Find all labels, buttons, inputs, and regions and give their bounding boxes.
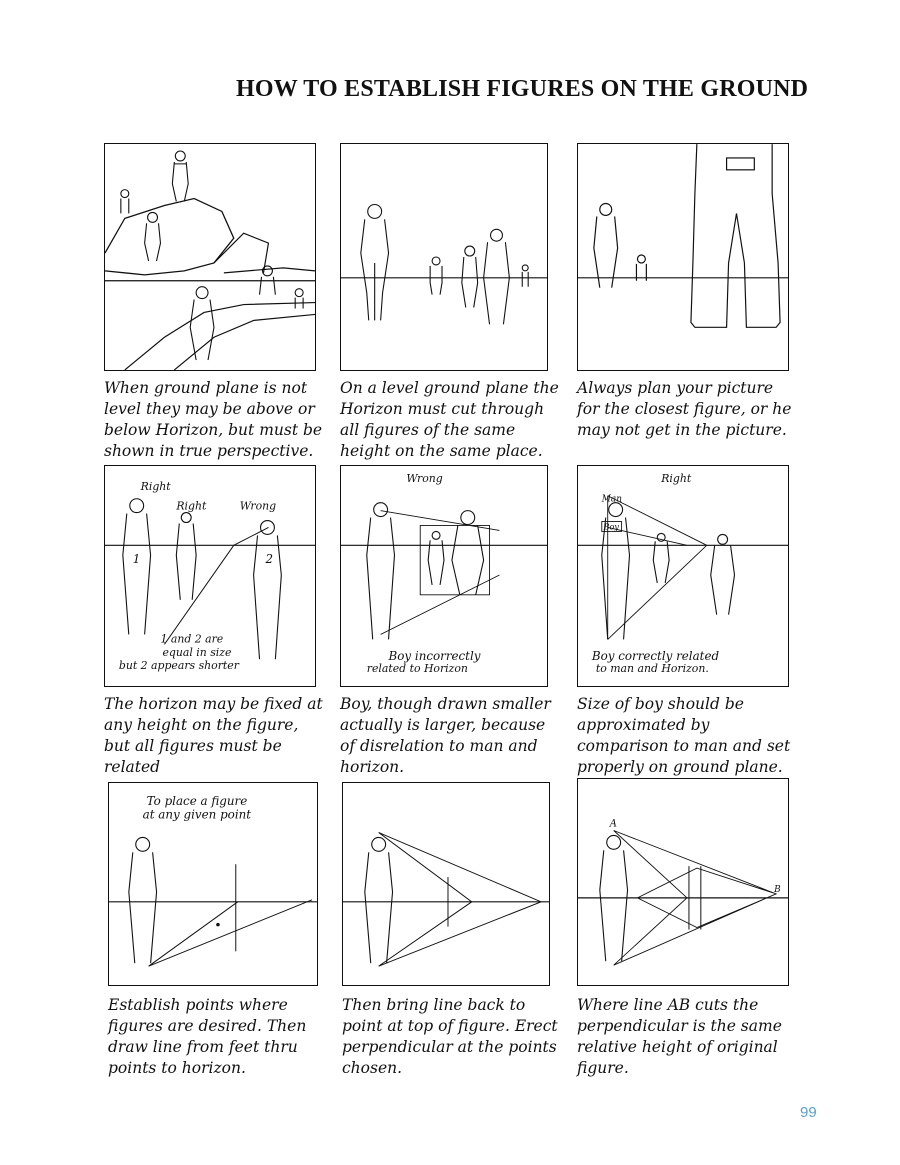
bottom-note-line-1: Boy correctly related	[591, 649, 720, 664]
note-line-1: 1 and 2 are	[160, 632, 224, 646]
top-note-line-1: To place a figure	[146, 793, 248, 808]
panel-4-caption: The horizon may be fixed at any height on the figure, but all figures must be related	[104, 695, 323, 776]
line-ab-drawing	[578, 779, 788, 985]
closest-figure-drawing	[578, 144, 788, 370]
label-wrong-top: Wrong	[406, 471, 443, 485]
page-title: HOW TO ESTABLISH FIGURES ON THE GROUND	[236, 76, 809, 102]
uneven-ground-figures-drawing	[105, 144, 315, 370]
panel-6-caption: Size of boy should be approximated by comparison to man and set properly on ground plane.	[577, 695, 791, 776]
panel-5-illustration	[340, 465, 548, 687]
panel-7-caption: Establish points where figures are desired. Then draw line from feet thru points to horizon.	[108, 996, 307, 1077]
panel-8-illustration	[342, 782, 550, 986]
label-wrong: Wrong	[239, 499, 277, 513]
panel-1-illustration	[104, 143, 316, 371]
panel-9-illustration	[577, 778, 789, 986]
panel-7-illustration	[108, 782, 318, 986]
label-man: Man	[601, 494, 622, 505]
bottom-note-line-2: related to Horizon	[366, 662, 468, 676]
top-note-line-2: at any given point	[142, 807, 252, 822]
label-number-2: 2	[265, 552, 274, 567]
bottom-note-line-1: Boy incorrectly	[388, 649, 481, 664]
label-boy: Boy	[603, 522, 619, 532]
correct-boy-relation-drawing	[578, 466, 788, 686]
note-line-3: but 2 appears shorter	[118, 659, 239, 673]
incorrect-boy-relation-drawing	[341, 466, 547, 686]
panel-3-illustration	[577, 143, 789, 371]
label-right-top: Right	[661, 471, 692, 485]
panel-2-caption: On a level ground plane the Horizon must cut through all figures of the same height on the same place.	[340, 379, 559, 460]
level-ground-figures-drawing	[341, 144, 547, 370]
panel-5-caption: Boy, though drawn smaller actually is larger, because of disrelation to man and horizon.	[340, 695, 551, 776]
point-a-label: A	[609, 818, 617, 830]
label-number-1: 1	[132, 552, 141, 567]
panel-9-caption: Where line AB cuts the perpendicular is the same relative height of original figure.	[577, 996, 782, 1077]
panel-3-caption: Always plan your picture for the closest figure, or he may not get in the picture.	[577, 379, 792, 439]
establish-points-drawing	[109, 783, 317, 985]
panel-1-caption: When ground plane is not level they may be above or below Horizon, but must be shown in true perspective.	[104, 379, 323, 460]
point-b-label: B	[774, 884, 781, 895]
note-line-2: equal in size	[162, 646, 232, 660]
page-number: 99	[800, 1104, 817, 1121]
label-right-2: Right	[176, 499, 207, 513]
label-right-1: Right	[140, 479, 171, 493]
bottom-note-line-2: to man and Horizon.	[595, 662, 709, 676]
horizon-height-drawing	[105, 466, 315, 686]
panel-4-illustration	[104, 465, 316, 687]
panel-8-caption: Then bring line back to point at top of figure. Erect perpendicular at the points chosen.	[342, 996, 558, 1077]
perpendicular-drawing	[343, 783, 549, 985]
panel-6-illustration	[577, 465, 789, 687]
panel-2-illustration	[340, 143, 548, 371]
